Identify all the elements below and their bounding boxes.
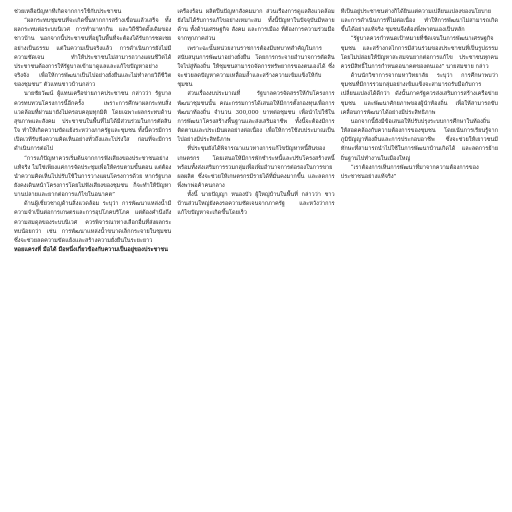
paragraph: “รัฐบาลควรกำหนดเป้าหมายที่ชัดเจนในการพัฒนาเศรษฐกิจชุมชน และสร้างกลไกการมีส่วนร่วมของประชาชนที่เป็นรูปธรรม โดยไม่ปล่อยให้ปัญหาสะสมจนยากต่อการแก้ไข ประชาชนทุกคนควรมีสิทธิ์ในการกำหนดอนาคตของตนเอง” นายสมชาย กล่าว: [340, 36, 498, 70]
paragraph: ด้านผู้เชี่ยวชาญด้านสิ่งแวดล้อม ระบุว่า การพัฒนาแหล่งน้ำมีความจำเป็นต่อการเกษตรและการอุปโภคบริโภค แต่ต้องคำนึงถึงความสมดุลของระบบนิเวศ ควรพิจารณาทางเลือกอื่นที่ส่งผลกระทบน้อยกว่า เช่น การพัฒนาแหล่งน้ำขนาดเล็กกระจายในชุมชน ซึ่งจะช่วยลดความขัดแย้งและสร้างความยั่งยืนในระยะยาว: [14, 201, 172, 244]
paragraph: “ผลกระทบชุมชนที่จะเกิดขึ้นหากการสร้างเขื่อนแล้วเสร็จ ทั้งผลกระทบต่อระบบนิเวศ การทำมาหากิน และวิถีชีวิตดั้งเดิมของชาวบ้าน นอกจากนี้ประชาชนที่อยู่ในพื้นที่จะต้องได้รับการชดเชยอย่างเป็นธรรม แต่ในความเป็นจริงแล้ว การดำเนินการยังไม่มีความชัดเจน ทำให้ประชาชนไม่สามารถวางแผนชีวิตได้ ประชาชนต้องการให้รัฐบาลเข้ามาดูแลและแก้ไขปัญหาอย่างจริงจัง เพื่อให้การพัฒนาเป็นไปอย่างยั่งยืนและไม่ทำลายวิถีชีวิตของชุมชน” ตัวแทนชาวบ้านกล่าว: [14, 18, 172, 89]
paragraph: ที่ประชุมยังได้พิจารณาแนวทางการแก้ไขปัญหาหนี้สินของเกษตรกร โดยเสนอให้มีการพักชำระหนี้และปรับโครงสร้างหนี้ พร้อมทั้งส่งเสริมการรวมกลุ่มเพื่อเพิ่มอำนาจการต่อรองในการขายผลผลิต ซึ่งจะช่วยให้เกษตรกรมีรายได้ที่มั่นคงมากขึ้น และลดการพึ่งพาพ่อค้าคนกลาง: [177, 146, 335, 189]
paragraph: นายชัยวัฒน์ ผู้แทนเครือข่ายภาคประชาชน กล่าวว่า รัฐบาลควรทบทวนโครงการนี้อีกครั้ง เพราะการศึกษาผลกระทบสิ่งแวดล้อมที่ผ่านมายังไม่ครอบคลุมทุกมิติ โดยเฉพาะผลกระทบด้านสุขภาพและสังคม ประชาชนในพื้นที่ไม่ได้มีส่วนร่วมในการตัดสินใจ ทำให้เกิดความขัดแย้งระหว่างภาครัฐและชุมชน ทั้งนี้ควรมีการเปิดเวทีรับฟังความคิดเห็นอย่างทั่วถึงและโปร่งใส ก่อนที่จะมีการดำเนินการต่อไป: [14, 91, 172, 153]
paragraph: ด้านนักวิชาการจากมหาวิทยาลัย ระบุว่า การศึกษาพบว่าชุมชนที่มีการรวมกลุ่มอย่างเข้มแข็งจะสามารถรับมือกับการเปลี่ยนแปลงได้ดีกว่า ดังนั้นภาครัฐควรส่งเสริมการสร้างเครือข่ายชุมชน และพัฒนาศักยภาพของผู้นำท้องถิ่น เพื่อให้สามารถขับเคลื่อนการพัฒนาได้อย่างมีประสิทธิภาพ: [340, 73, 498, 116]
paragraph: ที่เป็นอยู่ประชาชนต่างก็ได้ยินแต่ความเปลี่ยนแปลงของนโยบาย และการดำเนินการที่ไม่ต่อเนื่อง ทำให้การพัฒนาไม่สามารถเกิดขึ้นได้อย่างแท้จริง ชุมชนจึงต้องพึ่งพาตนเองเป็นหลัก: [340, 9, 498, 34]
paragraph: เพราะฉะนั้นหน่วยงานราชการต้องมีบทบาทสำคัญในการสนับสนุนการพัฒนาอย่างยั่งยืน โดยการกระจายอำนาจการตัดสินใจไปสู่ท้องถิ่น ให้ชุมชนสามารถจัดการทรัพยากรของตนเองได้ ซึ่งจะช่วยลดปัญหาความเหลื่อมล้ำและสร้างความเข้มแข็งให้กับชุมชน: [177, 45, 335, 89]
paragraph: เครื่องร้อน ผลิตปืนปัญหาสังคมมาก ส่วนเรื่องการดูแลสิ่งแวดล้อมยังไม่ได้รับการแก้ไขอย่างเหมาะสม ทั้งนี้ปัญหาในปัจจุบันมีหลายด้าน ทั้งด้านเศรษฐกิจ สังคม และการเมือง ที่ต้องการความร่วมมือจากทุกภาคส่วน: [177, 9, 335, 43]
column-middle: [177, 8, 334, 512]
paragraph: ทั้งนี้ นายปัญญา หนองบัว ผู้ใหญ่บ้านในพื้นที่ กล่าวว่า ชาวบ้านส่วนใหญ่ยังคงรอความชัดเจนจากภาครัฐ และหวังว่าการแก้ไขปัญหาจะเกิดขึ้นโดยเร็ว: [177, 192, 335, 217]
text-columns: [14, 8, 498, 512]
paragraph: ส่วนเรื่องงบประมาณที่ รัฐบาลควรจัดสรรให้กับโครงการพัฒนาชุมชนนั้น คณะกรรมการได้เสนอให้มีการตั้งกองทุนเพื่อการพัฒนาท้องถิ่น จำนวน 300,000 บาทต่อชุมชน เพื่อนำไปใช้ในการพัฒนาโครงสร้างพื้นฐานและส่งเสริมอาชีพ ทั้งนี้จะต้องมีการติดตามและประเมินผลอย่างต่อเนื่อง เพื่อให้การใช้งบประมาณเป็นไปอย่างมีประสิทธิภาพ: [177, 91, 335, 144]
paragraph: ช่วยเหลือปัญหาที่เกิดจากการใช้กับประชาชน: [14, 9, 122, 15]
column-left: [14, 8, 171, 512]
paragraph: “การแก้ปัญหาควรเริ่มต้นจากการฟังเสียงของประชาชนอย่างแท้จริง ไม่ใช่เพียงแค่การจัดประชุมเพื่อให้ครบตามขั้นตอน แต่ต้องนำความคิดเห็นไปปรับใช้ในการวางแผนโครงการด้วย หากรัฐบาลยังคงเดินหน้าโครงการโดยไม่ฟังเสียงของชุมชน ก็จะทำให้ปัญหาบานปลายและยากต่อการแก้ไขในอนาคต”: [14, 155, 172, 199]
paragraph: หอยแครงที่ มือได้ มือหนึ่งเกี่ยวข้องกับความเป็นอยู่ของประชาชน: [14, 247, 169, 254]
column-right: [341, 8, 498, 512]
paragraph: “เราต้องการเห็นการพัฒนาที่มาจากความต้องการของประชาชนอย่างแท้จริง”: [340, 164, 479, 180]
paragraph: นอกจากนี้ยังมีข้อเสนอให้ปรับปรุงระบบการศึกษาในท้องถิ่น ให้สอดคล้องกับความต้องการของชุมชน โดยเน้นการเรียนรู้จากภูมิปัญญาท้องถิ่นและการประกอบอาชีพ ซึ่งจะช่วยให้เยาวชนมีทักษะที่สามารถนำไปใช้ในการพัฒนาบ้านเกิดได้ และลดการย้ายถิ่นฐานไปทำงานในเมืองใหญ่: [340, 118, 498, 162]
